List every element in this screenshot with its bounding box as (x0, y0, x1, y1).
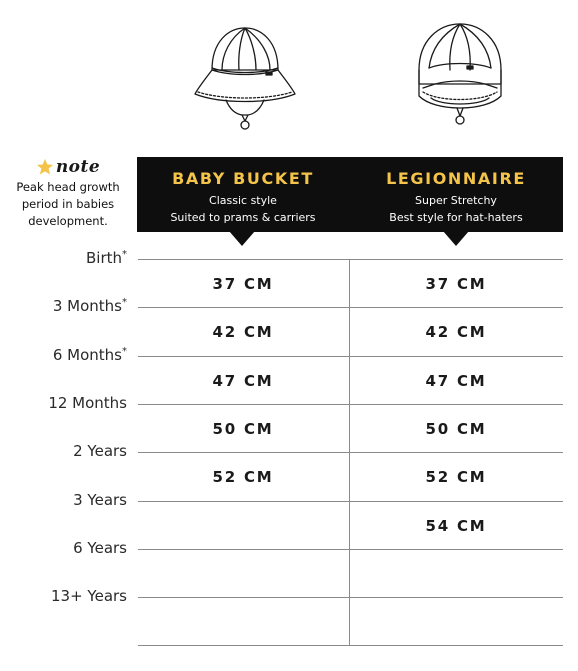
note-text (4, 179, 132, 230)
row-divider (138, 259, 563, 260)
size-cell-bucket: 42 CM (212, 323, 274, 341)
size-cell-bucket: 37 CM (212, 275, 274, 293)
row-divider (138, 597, 563, 598)
size-cell-bucket: 50 CM (212, 420, 274, 438)
size-cell-legionnaire: 54 CM (425, 517, 487, 535)
row-divider (138, 404, 563, 405)
age-label (48, 394, 127, 412)
age-label (73, 491, 127, 509)
age-asterisk: * (122, 346, 127, 357)
row-divider (138, 356, 563, 357)
size-cell-legionnaire: 50 CM (425, 420, 487, 438)
age-text: Birth (85, 249, 122, 267)
column-header-legionnaire (349, 157, 563, 232)
column-subtitle-line: Super Stretchy (415, 194, 497, 207)
bucket-hat-icon (190, 18, 300, 138)
note-line: period in babies (21, 197, 115, 211)
column-subtitle (137, 192, 349, 226)
age-label (53, 297, 127, 315)
note-heading (4, 156, 132, 178)
age-text: 12 Months (48, 394, 127, 412)
note-line: Peak head growth (16, 180, 120, 194)
age-text: 3 Months (52, 297, 122, 315)
size-cell-bucket: 47 CM (212, 372, 274, 390)
star-icon (36, 158, 54, 176)
column-subtitle-line: Classic style (209, 194, 277, 207)
column-title: LEGIONNAIRE (386, 169, 526, 188)
age-label (86, 249, 127, 267)
age-label (53, 346, 127, 364)
column-header-baby-bucket (137, 157, 349, 232)
age-label (73, 442, 127, 460)
age-text: 13+ Years (51, 587, 127, 605)
row-divider (138, 452, 563, 453)
column-subtitle-line: Suited to prams & carriers (170, 211, 316, 224)
age-label (51, 587, 127, 605)
note-line: development. (28, 214, 108, 228)
size-cell-legionnaire: 52 CM (425, 468, 487, 486)
age-text: 6 Months (52, 346, 122, 364)
size-cell-legionnaire: 37 CM (425, 275, 487, 293)
row-divider (138, 645, 563, 646)
column-subtitle (349, 192, 563, 226)
row-divider (138, 549, 563, 550)
row-divider (138, 501, 563, 502)
column-title: BABY BUCKET (172, 169, 314, 188)
age-asterisk: * (122, 249, 127, 260)
note-block (4, 156, 132, 230)
size-cell-legionnaire: 47 CM (425, 372, 487, 390)
row-divider (138, 307, 563, 308)
age-text: 3 Years (73, 491, 127, 509)
age-text: 6 Years (73, 539, 127, 557)
header-pointer (443, 231, 469, 246)
note-title: note (55, 157, 101, 177)
header-pointer (229, 231, 255, 246)
age-text: 2 Years (73, 442, 127, 460)
age-label (73, 539, 127, 557)
legionnaire-hat-icon (405, 18, 515, 138)
size-cell-bucket: 52 CM (212, 468, 274, 486)
age-asterisk: * (122, 297, 127, 308)
column-subtitle-line: Best style for hat-haters (389, 211, 523, 224)
size-cell-legionnaire: 42 CM (425, 323, 487, 341)
